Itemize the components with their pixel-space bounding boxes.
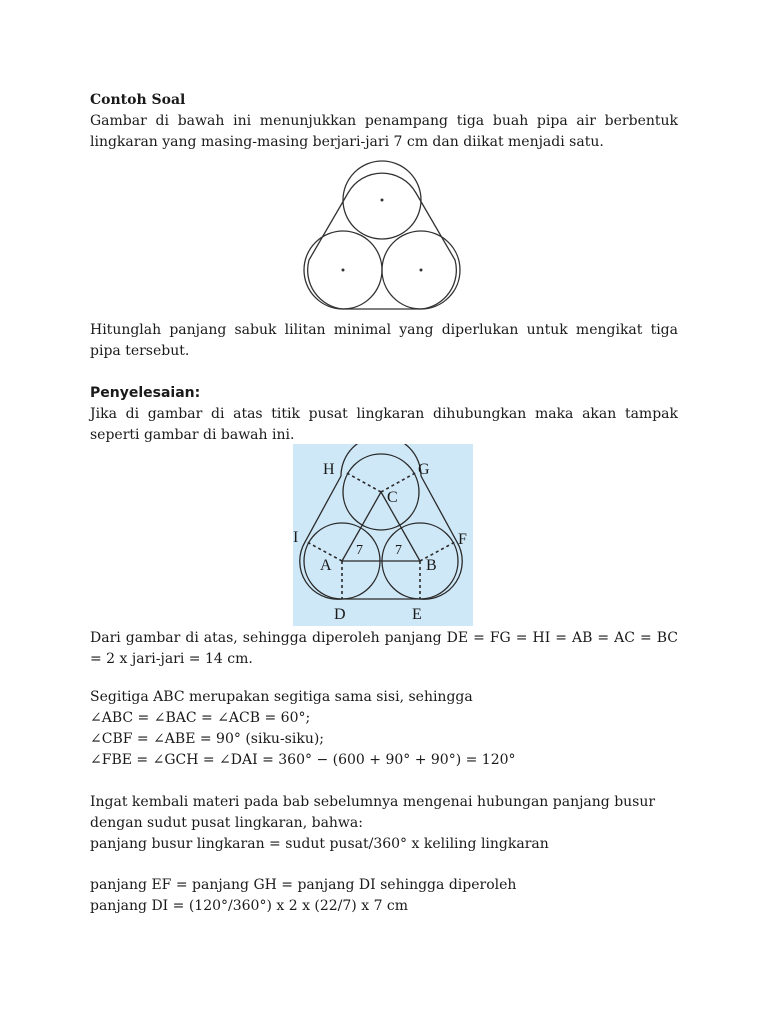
section-title: Contoh Soal [90,92,186,108]
label-c: C [387,489,398,506]
formula-text: panjang busur lingkaran = sudut pusat/360° x keliling lingkaran [90,836,549,852]
label-seven-right: 7 [395,543,402,558]
label-seven-left: 7 [356,543,363,558]
label-i: I [293,529,299,546]
solution-section [90,383,678,446]
label-a: A [320,557,332,574]
di-text: panjang DI = (120°/360°) x 2 x (22/7) x 7 cm [90,898,409,914]
angle-line-3: ∠FBE = ∠GCH = ∠DAI = 360° − (600 + 90° + 90°) = 120° [90,752,516,768]
equal-text: panjang EF = panjang GH = panjang DI sehingga diperoleh [90,877,517,893]
solution-intro-text: Jika di gambar di atas titik pusat lingkaran dihubungkan maka akan tampak seperti gambar di bawah ini. [90,406,678,443]
three-pipes-figure [300,156,466,316]
recall-text: Ingat kembali materi pada bab sebelumnya mengenai hubungan panjang busur dengan sudut pusat lingkaran, bahwa: [90,794,656,831]
angle-line-1: ∠ABC = ∠BAC = ∠ACB = 60°; [90,710,311,726]
question-section [90,320,678,362]
result-section [90,628,678,670]
label-h: H [323,461,335,478]
label-b: B [426,557,437,574]
intro-text: Gambar di bawah ini menunjukkan penampang tiga buah pipa air berbentuk lingkaran yang masing-masing berjari-jari 7 cm dan diikat menjadi satu. [90,113,678,150]
label-g: G [418,461,430,478]
problem-section [90,90,678,153]
angle-line-2: ∠CBF = ∠ABE = 90° (siku-siku); [90,731,325,747]
result-text: Dari gambar di atas, sehingga diperoleh panjang DE = FG = HI = AB = AC = BC = 2 x jari-jari = 14 cm. [90,630,678,667]
belt-outline [308,173,457,309]
label-d: D [334,606,346,623]
labeled-diagram [293,444,473,626]
final-section [90,875,678,917]
angles-section [90,687,678,771]
label-e: E [412,606,422,623]
recall-section [90,792,678,855]
triangle-text: Segitiga ABC merupakan segitiga sama sisi, sehingga [90,689,473,705]
label-f: F [458,531,467,548]
question-text: Hitunglah panjang sabuk lilitan minimal yang diperlukan untuk mengikat tiga pipa tersebut. [90,322,678,359]
solution-heading: Penyelesaian: [90,385,201,401]
